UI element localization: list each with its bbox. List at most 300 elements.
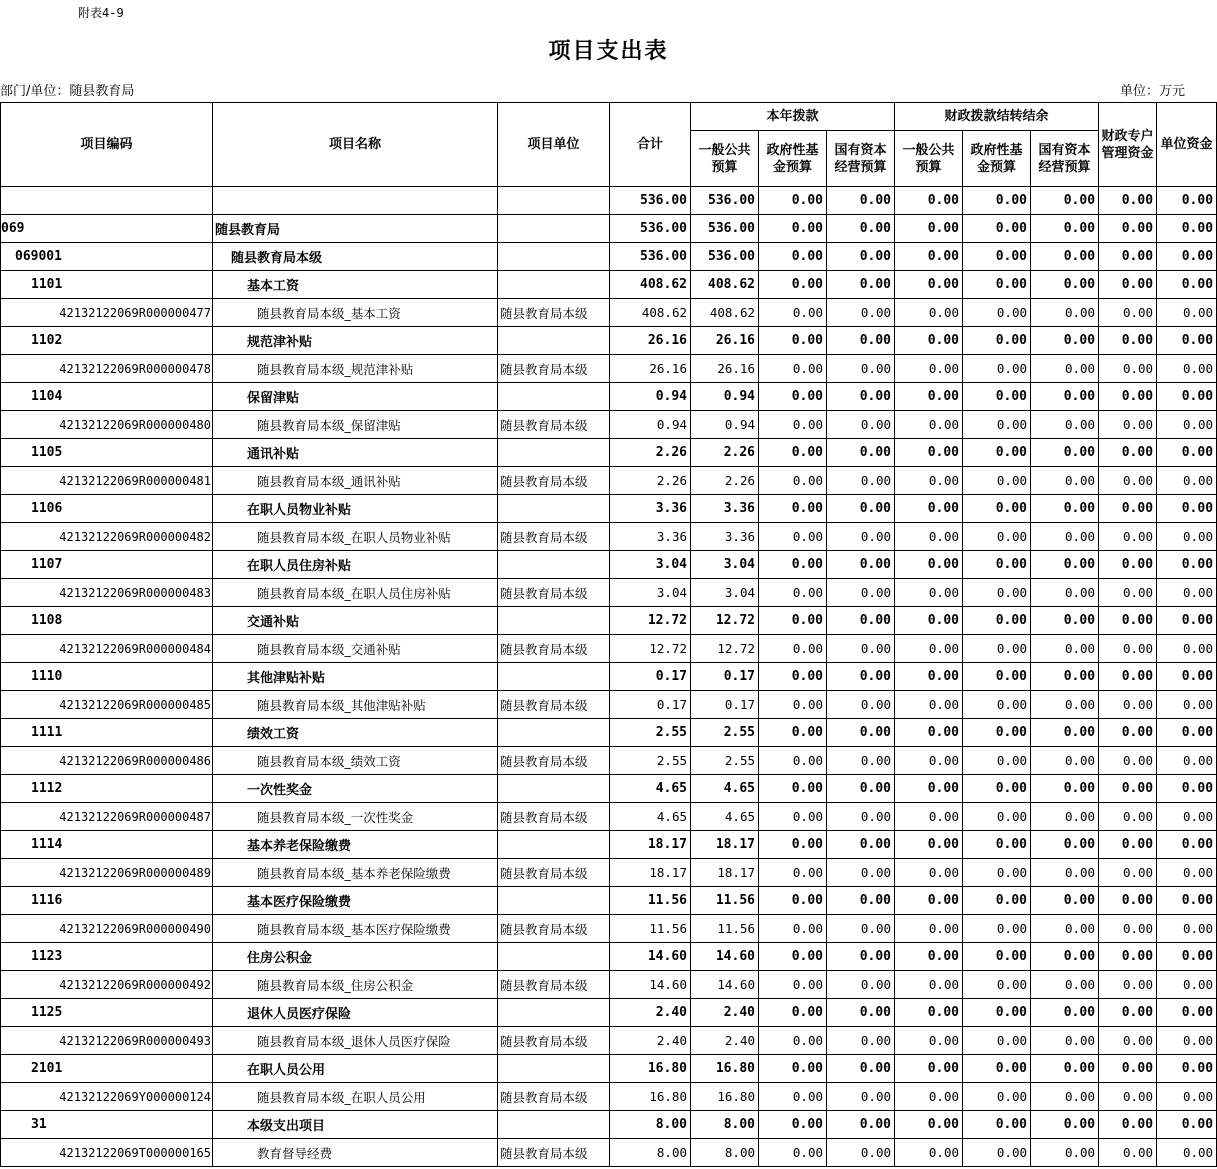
cell-amount-cgen: 0.00	[895, 383, 963, 411]
cell-amount-cgen: 0.00	[895, 439, 963, 467]
cell-amount-gen: 26.16	[691, 327, 759, 355]
cell-amount-sc: 0.00	[827, 355, 895, 383]
cell-amount-gen: 0.94	[691, 411, 759, 439]
cell-amount-total: 4.65	[610, 803, 691, 831]
cell-amount-gen: 14.60	[691, 943, 759, 971]
cell-project-code: 31	[1, 1111, 213, 1139]
cell-project-unit: 随县教育局本级	[498, 355, 610, 383]
table-row	[1, 999, 1217, 1027]
cell-amount-gov: 0.00	[759, 691, 827, 719]
cell-amount-sc: 0.00	[827, 691, 895, 719]
cell-amount-csc: 0.00	[1031, 411, 1099, 439]
table-row	[1, 439, 1217, 467]
cell-amount-uf: 0.00	[1157, 579, 1217, 607]
cell-project-code: 1106	[1, 495, 213, 523]
cell-amount-gov: 0.00	[759, 327, 827, 355]
table-row	[1, 887, 1217, 915]
cell-amount-total: 2.55	[610, 719, 691, 747]
cell-amount-cgov: 0.00	[963, 1111, 1031, 1139]
cell-amount-sa: 0.00	[1099, 299, 1157, 327]
cell-amount-gen: 0.94	[691, 383, 759, 411]
cell-amount-gen: 3.04	[691, 579, 759, 607]
cell-amount-total: 8.00	[610, 1111, 691, 1139]
table-row	[1, 1111, 1217, 1139]
cell-amount-sc: 0.00	[827, 495, 895, 523]
cell-amount-sc: 0.00	[827, 719, 895, 747]
cell-amount-total: 2.40	[610, 999, 691, 1027]
cell-amount-total: 408.62	[610, 299, 691, 327]
table-row	[1, 663, 1217, 691]
cell-project-name: 本级支出项目	[213, 1111, 498, 1139]
cell-project-code	[1, 187, 213, 215]
cell-amount-total: 0.94	[610, 383, 691, 411]
cell-project-code: 069001	[1, 243, 213, 271]
cell-project-name: 在职人员物业补贴	[213, 495, 498, 523]
table-row	[1, 915, 1217, 943]
cell-amount-uf: 0.00	[1157, 411, 1217, 439]
cell-amount-sc: 0.00	[827, 831, 895, 859]
cell-project-code: 1102	[1, 327, 213, 355]
cell-amount-cgen: 0.00	[895, 859, 963, 887]
cell-amount-total: 536.00	[610, 187, 691, 215]
header-gov-fund: 政府性基金预算	[759, 131, 827, 187]
cell-project-name: 一次性奖金	[213, 775, 498, 803]
header-code: 项目编码	[1, 103, 213, 187]
cell-amount-gen: 4.65	[691, 803, 759, 831]
cell-amount-uf: 0.00	[1157, 915, 1217, 943]
cell-project-unit: 随县教育局本级	[498, 411, 610, 439]
cell-amount-cgen: 0.00	[895, 1111, 963, 1139]
table-row	[1, 355, 1217, 383]
cell-amount-gov: 0.00	[759, 915, 827, 943]
cell-amount-cgov: 0.00	[963, 915, 1031, 943]
cell-amount-sc: 0.00	[827, 215, 895, 243]
cell-amount-csc: 0.00	[1031, 831, 1099, 859]
cell-amount-cgov: 0.00	[963, 691, 1031, 719]
cell-amount-gov: 0.00	[759, 243, 827, 271]
cell-amount-gov: 0.00	[759, 355, 827, 383]
cell-amount-cgen: 0.00	[895, 327, 963, 355]
cell-amount-sa: 0.00	[1099, 803, 1157, 831]
cell-amount-uf: 0.00	[1157, 439, 1217, 467]
cell-amount-gen: 8.00	[691, 1139, 759, 1167]
cell-amount-uf: 0.00	[1157, 1111, 1217, 1139]
cell-amount-total: 18.17	[610, 831, 691, 859]
cell-amount-gov: 0.00	[759, 383, 827, 411]
cell-amount-gen: 536.00	[691, 243, 759, 271]
cell-amount-cgen: 0.00	[895, 1139, 963, 1167]
cell-amount-gov: 0.00	[759, 999, 827, 1027]
cell-amount-csc: 0.00	[1031, 271, 1099, 299]
cell-amount-sa: 0.00	[1099, 999, 1157, 1027]
cell-amount-csc: 0.00	[1031, 719, 1099, 747]
cell-amount-cgen: 0.00	[895, 355, 963, 383]
cell-amount-gen: 26.16	[691, 355, 759, 383]
table-row	[1, 299, 1217, 327]
cell-amount-gov: 0.00	[759, 467, 827, 495]
cell-amount-csc: 0.00	[1031, 775, 1099, 803]
cell-amount-sa: 0.00	[1099, 1139, 1157, 1167]
table-row	[1, 831, 1217, 859]
cell-amount-gen: 3.04	[691, 551, 759, 579]
cell-amount-gov: 0.00	[759, 635, 827, 663]
cell-amount-cgen: 0.00	[895, 607, 963, 635]
cell-amount-csc: 0.00	[1031, 635, 1099, 663]
cell-project-name: 随县教育局本级_在职人员住房补贴	[213, 579, 498, 607]
cell-amount-csc: 0.00	[1031, 1083, 1099, 1111]
cell-project-code: 1112	[1, 775, 213, 803]
cell-amount-uf: 0.00	[1157, 523, 1217, 551]
cell-amount-csc: 0.00	[1031, 215, 1099, 243]
table-row	[1, 803, 1217, 831]
table-row	[1, 719, 1217, 747]
cell-amount-total: 16.80	[610, 1083, 691, 1111]
cell-project-unit: 随县教育局本级	[498, 299, 610, 327]
cell-project-unit	[498, 1055, 610, 1083]
cell-amount-gov: 0.00	[759, 971, 827, 999]
cell-project-name: 随县教育局本级_一次性奖金	[213, 803, 498, 831]
cell-project-name: 规范津补贴	[213, 327, 498, 355]
cell-amount-cgov: 0.00	[963, 803, 1031, 831]
cell-amount-cgen: 0.00	[895, 719, 963, 747]
cell-amount-uf: 0.00	[1157, 607, 1217, 635]
cell-amount-gen: 2.26	[691, 439, 759, 467]
cell-project-unit: 随县教育局本级	[498, 747, 610, 775]
cell-amount-gen: 0.17	[691, 663, 759, 691]
cell-amount-cgen: 0.00	[895, 831, 963, 859]
cell-amount-sc: 0.00	[827, 523, 895, 551]
cell-amount-total: 8.00	[610, 1139, 691, 1167]
cell-project-name: 在职人员公用	[213, 1055, 498, 1083]
cell-amount-cgen: 0.00	[895, 775, 963, 803]
cell-amount-cgov: 0.00	[963, 187, 1031, 215]
cell-amount-cgov: 0.00	[963, 299, 1031, 327]
cell-amount-csc: 0.00	[1031, 1055, 1099, 1083]
cell-project-unit: 随县教育局本级	[498, 971, 610, 999]
cell-amount-csc: 0.00	[1031, 971, 1099, 999]
cell-amount-sa: 0.00	[1099, 495, 1157, 523]
cell-amount-total: 0.17	[610, 663, 691, 691]
cell-amount-sc: 0.00	[827, 803, 895, 831]
cell-amount-gen: 536.00	[691, 215, 759, 243]
cell-amount-cgen: 0.00	[895, 579, 963, 607]
cell-amount-sa: 0.00	[1099, 635, 1157, 663]
cell-project-unit	[498, 943, 610, 971]
cell-project-unit: 随县教育局本级	[498, 859, 610, 887]
cell-amount-gen: 16.80	[691, 1055, 759, 1083]
header-general-budget: 一般公共预算	[691, 131, 759, 187]
cell-amount-cgen: 0.00	[895, 495, 963, 523]
cell-amount-sc: 0.00	[827, 775, 895, 803]
table-row	[1, 327, 1217, 355]
cell-amount-cgov: 0.00	[963, 971, 1031, 999]
cell-project-unit: 随县教育局本级	[498, 523, 610, 551]
cell-amount-sa: 0.00	[1099, 915, 1157, 943]
cell-project-unit: 随县教育局本级	[498, 803, 610, 831]
cell-project-code: 1116	[1, 887, 213, 915]
cell-amount-sc: 0.00	[827, 607, 895, 635]
cell-amount-uf: 0.00	[1157, 215, 1217, 243]
cell-amount-gov: 0.00	[759, 187, 827, 215]
cell-project-name: 随县教育局本级_在职人员公用	[213, 1083, 498, 1111]
cell-amount-gov: 0.00	[759, 747, 827, 775]
cell-project-name: 随县教育局	[213, 215, 498, 243]
cell-amount-total: 11.56	[610, 915, 691, 943]
cell-amount-sa: 0.00	[1099, 1083, 1157, 1111]
cell-amount-sa: 0.00	[1099, 187, 1157, 215]
table-row	[1, 467, 1217, 495]
cell-amount-uf: 0.00	[1157, 271, 1217, 299]
cell-amount-sc: 0.00	[827, 271, 895, 299]
cell-amount-gov: 0.00	[759, 411, 827, 439]
cell-amount-csc: 0.00	[1031, 691, 1099, 719]
cell-amount-gov: 0.00	[759, 299, 827, 327]
cell-amount-gen: 12.72	[691, 607, 759, 635]
cell-amount-total: 14.60	[610, 971, 691, 999]
cell-amount-cgen: 0.00	[895, 523, 963, 551]
cell-amount-cgov: 0.00	[963, 1055, 1031, 1083]
header-unit: 项目单位	[498, 103, 610, 187]
table-row	[1, 551, 1217, 579]
cell-project-unit: 随县教育局本级	[498, 691, 610, 719]
cell-amount-cgov: 0.00	[963, 719, 1031, 747]
cell-amount-gov: 0.00	[759, 859, 827, 887]
cell-amount-gen: 18.17	[691, 859, 759, 887]
cell-project-code: 42132122069R000000486	[1, 747, 213, 775]
cell-amount-csc: 0.00	[1031, 551, 1099, 579]
table-row	[1, 747, 1217, 775]
cell-amount-uf: 0.00	[1157, 187, 1217, 215]
cell-amount-cgov: 0.00	[963, 831, 1031, 859]
cell-project-name: 绩效工资	[213, 719, 498, 747]
cell-amount-sc: 0.00	[827, 327, 895, 355]
cell-project-unit: 随县教育局本级	[498, 1027, 610, 1055]
cell-project-code: 42132122069R000000481	[1, 467, 213, 495]
cell-amount-cgen: 0.00	[895, 691, 963, 719]
cell-amount-sc: 0.00	[827, 1055, 895, 1083]
cell-amount-gov: 0.00	[759, 719, 827, 747]
cell-amount-sc: 0.00	[827, 243, 895, 271]
table-row	[1, 411, 1217, 439]
cell-amount-sc: 0.00	[827, 999, 895, 1027]
header-special-account: 财政专户管理资金	[1099, 103, 1157, 187]
cell-amount-csc: 0.00	[1031, 859, 1099, 887]
cell-amount-gen: 2.40	[691, 999, 759, 1027]
department-label: 部门/单位：随县教育局	[0, 84, 135, 99]
cell-amount-cgen: 0.00	[895, 915, 963, 943]
cell-amount-csc: 0.00	[1031, 579, 1099, 607]
cell-amount-total: 2.55	[610, 747, 691, 775]
cell-amount-total: 3.36	[610, 523, 691, 551]
cell-project-unit	[498, 327, 610, 355]
cell-amount-uf: 0.00	[1157, 663, 1217, 691]
cell-amount-cgov: 0.00	[963, 439, 1031, 467]
cell-project-unit	[498, 383, 610, 411]
cell-amount-sa: 0.00	[1099, 1111, 1157, 1139]
cell-amount-cgen: 0.00	[895, 1027, 963, 1055]
cell-amount-cgen: 0.00	[895, 999, 963, 1027]
cell-amount-sc: 0.00	[827, 971, 895, 999]
cell-amount-cgov: 0.00	[963, 523, 1031, 551]
cell-project-name: 退休人员医疗保险	[213, 999, 498, 1027]
cell-project-name: 随县教育局本级_通讯补贴	[213, 467, 498, 495]
cell-amount-total: 3.04	[610, 551, 691, 579]
cell-amount-gov: 0.00	[759, 1139, 827, 1167]
cell-amount-cgov: 0.00	[963, 887, 1031, 915]
cell-amount-csc: 0.00	[1031, 1139, 1099, 1167]
cell-amount-total: 536.00	[610, 215, 691, 243]
cell-amount-sc: 0.00	[827, 439, 895, 467]
cell-amount-cgen: 0.00	[895, 1083, 963, 1111]
cell-project-unit	[498, 271, 610, 299]
cell-amount-gov: 0.00	[759, 1055, 827, 1083]
cell-project-unit: 随县教育局本级	[498, 1139, 610, 1167]
cell-project-name: 随县教育局本级_其他津贴补贴	[213, 691, 498, 719]
header-co-general-budget: 一般公共预算	[895, 131, 963, 187]
cell-amount-gov: 0.00	[759, 579, 827, 607]
cell-amount-cgen: 0.00	[895, 971, 963, 999]
cell-amount-cgen: 0.00	[895, 467, 963, 495]
project-expenditure-table	[0, 102, 1217, 1167]
cell-project-code: 42132122069R000000477	[1, 299, 213, 327]
cell-amount-cgen: 0.00	[895, 187, 963, 215]
cell-amount-gen: 2.55	[691, 747, 759, 775]
cell-project-code: 42132122069R000000482	[1, 523, 213, 551]
header-group-current: 本年拨款	[691, 103, 895, 131]
cell-amount-uf: 0.00	[1157, 1083, 1217, 1111]
cell-amount-sa: 0.00	[1099, 1055, 1157, 1083]
cell-amount-sa: 0.00	[1099, 719, 1157, 747]
cell-amount-total: 0.17	[610, 691, 691, 719]
table-row	[1, 523, 1217, 551]
cell-project-name: 住房公积金	[213, 943, 498, 971]
cell-project-code: 42132122069R000000489	[1, 859, 213, 887]
cell-amount-cgov: 0.00	[963, 383, 1031, 411]
cell-amount-cgen: 0.00	[895, 887, 963, 915]
cell-amount-csc: 0.00	[1031, 187, 1099, 215]
table-row	[1, 215, 1217, 243]
cell-amount-gov: 0.00	[759, 551, 827, 579]
header-group-carryover: 财政拨款结转结余	[895, 103, 1099, 131]
cell-project-name: 随县教育局本级_规范津补贴	[213, 355, 498, 383]
cell-project-name: 随县教育局本级_绩效工资	[213, 747, 498, 775]
cell-amount-csc: 0.00	[1031, 747, 1099, 775]
cell-project-name: 随县教育局本级_基本工资	[213, 299, 498, 327]
table-row	[1, 243, 1217, 271]
cell-amount-sc: 0.00	[827, 663, 895, 691]
cell-project-name: 随县教育局本级	[213, 243, 498, 271]
cell-amount-cgov: 0.00	[963, 999, 1031, 1027]
cell-project-code: 42132122069R000000487	[1, 803, 213, 831]
cell-project-unit	[498, 719, 610, 747]
cell-amount-csc: 0.00	[1031, 1111, 1099, 1139]
cell-amount-csc: 0.00	[1031, 803, 1099, 831]
cell-amount-sc: 0.00	[827, 1139, 895, 1167]
cell-amount-cgov: 0.00	[963, 775, 1031, 803]
header-unit-funds: 单位资金	[1157, 103, 1217, 187]
header-co-state-capital: 国有资本经营预算	[1031, 131, 1099, 187]
cell-amount-uf: 0.00	[1157, 327, 1217, 355]
cell-amount-total: 12.72	[610, 607, 691, 635]
cell-amount-gen: 408.62	[691, 271, 759, 299]
cell-amount-cgov: 0.00	[963, 495, 1031, 523]
cell-amount-gov: 0.00	[759, 439, 827, 467]
cell-amount-uf: 0.00	[1157, 551, 1217, 579]
cell-amount-cgov: 0.00	[963, 551, 1031, 579]
cell-amount-csc: 0.00	[1031, 1027, 1099, 1055]
cell-amount-gov: 0.00	[759, 607, 827, 635]
cell-project-code: 1101	[1, 271, 213, 299]
table-row	[1, 943, 1217, 971]
cell-amount-gen: 3.36	[691, 495, 759, 523]
header-co-gov-fund: 政府性基金预算	[963, 131, 1031, 187]
cell-project-unit	[498, 831, 610, 859]
cell-project-unit: 随县教育局本级	[498, 635, 610, 663]
cell-amount-sa: 0.00	[1099, 775, 1157, 803]
cell-project-code: 1110	[1, 663, 213, 691]
cell-amount-total: 14.60	[610, 943, 691, 971]
cell-amount-csc: 0.00	[1031, 383, 1099, 411]
cell-amount-sa: 0.00	[1099, 327, 1157, 355]
cell-project-code: 1105	[1, 439, 213, 467]
cell-project-code: 42132122069R000000483	[1, 579, 213, 607]
cell-amount-gov: 0.00	[759, 775, 827, 803]
cell-amount-cgov: 0.00	[963, 1083, 1031, 1111]
cell-amount-uf: 0.00	[1157, 243, 1217, 271]
cell-amount-uf: 0.00	[1157, 803, 1217, 831]
cell-project-unit	[498, 215, 610, 243]
cell-amount-sa: 0.00	[1099, 243, 1157, 271]
cell-amount-total: 26.16	[610, 355, 691, 383]
cell-amount-total: 536.00	[610, 243, 691, 271]
cell-amount-csc: 0.00	[1031, 523, 1099, 551]
cell-amount-csc: 0.00	[1031, 495, 1099, 523]
cell-amount-sa: 0.00	[1099, 747, 1157, 775]
cell-amount-uf: 0.00	[1157, 495, 1217, 523]
cell-amount-sa: 0.00	[1099, 271, 1157, 299]
cell-amount-sa: 0.00	[1099, 523, 1157, 551]
cell-project-name: 其他津贴补贴	[213, 663, 498, 691]
cell-amount-sa: 0.00	[1099, 215, 1157, 243]
cell-amount-sc: 0.00	[827, 1111, 895, 1139]
cell-project-code: 1125	[1, 999, 213, 1027]
table-row	[1, 495, 1217, 523]
cell-project-name: 在职人员住房补贴	[213, 551, 498, 579]
cell-amount-sc: 0.00	[827, 859, 895, 887]
cell-amount-uf: 0.00	[1157, 999, 1217, 1027]
cell-project-unit	[498, 187, 610, 215]
cell-amount-total: 4.65	[610, 775, 691, 803]
cell-amount-cgen: 0.00	[895, 803, 963, 831]
cell-amount-gen: 2.26	[691, 467, 759, 495]
cell-amount-uf: 0.00	[1157, 383, 1217, 411]
cell-amount-uf: 0.00	[1157, 719, 1217, 747]
cell-amount-cgen: 0.00	[895, 747, 963, 775]
cell-amount-sa: 0.00	[1099, 355, 1157, 383]
cell-amount-sa: 0.00	[1099, 607, 1157, 635]
cell-amount-csc: 0.00	[1031, 243, 1099, 271]
cell-amount-gen: 2.40	[691, 1027, 759, 1055]
cell-amount-cgen: 0.00	[895, 943, 963, 971]
cell-amount-sa: 0.00	[1099, 439, 1157, 467]
cell-amount-uf: 0.00	[1157, 747, 1217, 775]
cell-amount-gen: 11.56	[691, 915, 759, 943]
cell-amount-sc: 0.00	[827, 187, 895, 215]
cell-amount-csc: 0.00	[1031, 663, 1099, 691]
cell-amount-sc: 0.00	[827, 579, 895, 607]
cell-amount-gen: 4.65	[691, 775, 759, 803]
cell-amount-cgen: 0.00	[895, 271, 963, 299]
